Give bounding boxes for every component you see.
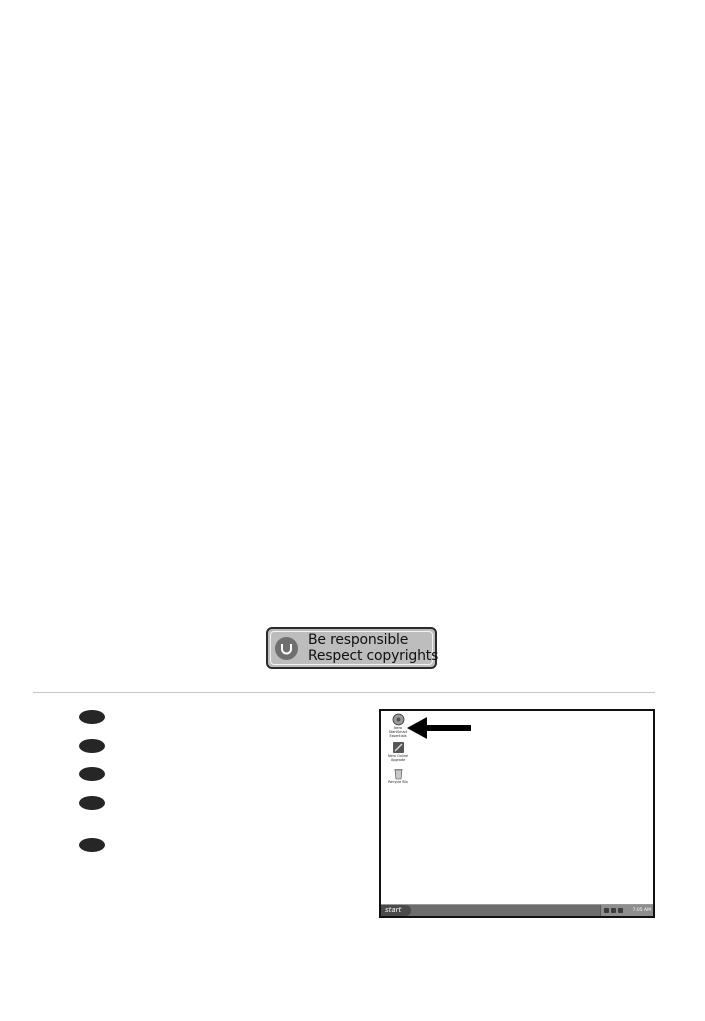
nero-icon: [392, 741, 405, 754]
desktop-screenshot: [379, 709, 655, 918]
copyright-badge: [266, 627, 437, 669]
desktop-icon-label: Recycle Bin: [388, 780, 408, 784]
step-bullet-2: [79, 739, 105, 753]
power-icon: [275, 637, 298, 660]
badge-line-2: Respect copyrights: [308, 648, 439, 664]
desktop-icon-recycle-bin[interactable]: [383, 767, 413, 784]
recycle-bin-icon: [392, 767, 405, 780]
tray-volume-icon[interactable]: [604, 908, 609, 913]
system-tray: [600, 905, 653, 916]
tray-network-icon[interactable]: [611, 908, 616, 913]
badge-line-1: Be responsible: [308, 632, 409, 648]
step-bullet-4: [79, 796, 105, 810]
step-bullet-5: [79, 838, 105, 852]
tray-security-icon[interactable]: [618, 908, 623, 913]
step-bullet-1: [79, 710, 105, 724]
desktop-icon-online-upgrade[interactable]: [383, 741, 413, 762]
music-icon: [392, 713, 405, 726]
taskbar-clock: 7:05 AM: [632, 908, 651, 913]
step-bullet-3: [79, 767, 105, 781]
start-button[interactable]: start: [381, 905, 411, 916]
pointer-arrow-icon: [407, 717, 471, 739]
desktop-icon-label: Nero StartSmart Essentials: [388, 726, 408, 738]
desktop-icon-label: Nero Online Upgrade: [387, 754, 409, 762]
badge-text: [308, 632, 438, 664]
section-divider: [33, 692, 655, 693]
taskbar: [381, 904, 653, 916]
